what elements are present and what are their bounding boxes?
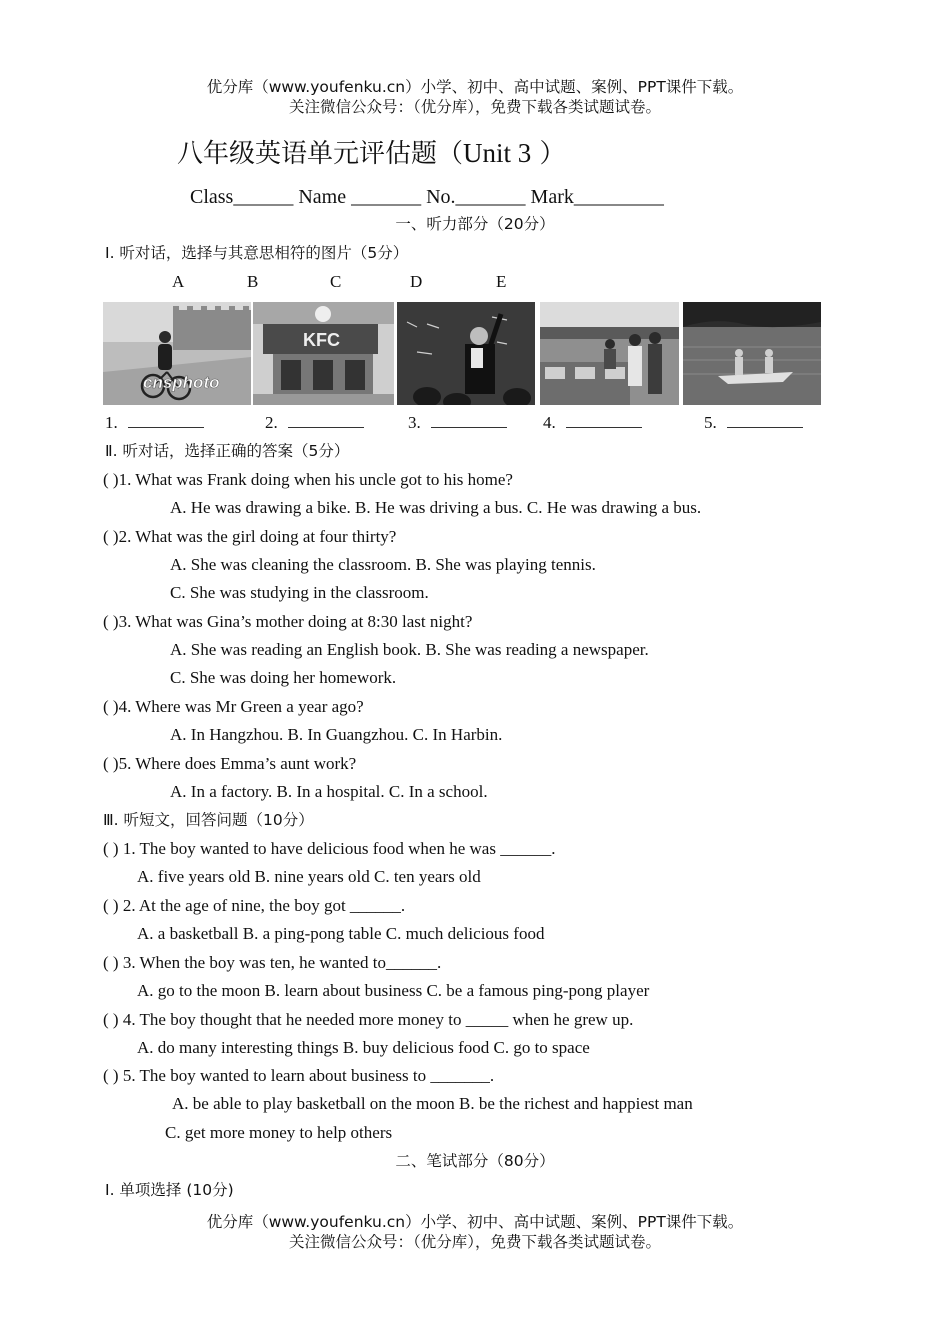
letter-c: C: [330, 272, 342, 291]
answer-blank-5[interactable]: 5.: [704, 413, 803, 433]
p3-options-5b: C. get more money to help others: [165, 1123, 393, 1142]
answer-blank-1[interactable]: 1.: [105, 413, 204, 433]
part3-heading: Ⅲ. 听短文，回答问题（10分）: [103, 811, 314, 829]
p3-options-1: A. five years old B. nine years old C. ten years old: [137, 867, 481, 886]
photo-shopping: [540, 302, 679, 405]
p3-question-2: ( ) 2. At the age of nine, the boy got ______.: [103, 896, 406, 915]
answer-blank-2[interactable]: 2.: [265, 413, 364, 433]
photo-kfc: [253, 302, 394, 405]
letter-b: B: [247, 272, 259, 291]
letter-a: A: [172, 272, 185, 291]
letter-d: D: [410, 272, 423, 291]
p2-options-2b: C. She was studying in the classroom.: [170, 583, 429, 602]
p2-question-5: ( )5. Where does Emma’s aunt work?: [103, 754, 357, 773]
letter-e: E: [496, 272, 507, 291]
section2-heading: 二、笔试部分（80分）: [395, 1152, 555, 1170]
photo-boating: [683, 302, 821, 405]
p3-question-5: ( ) 5. The boy wanted to learn about business to _______.: [103, 1066, 495, 1085]
p2-options-4: A. In Hangzhou. B. In Guangzhou. C. In Harbin.: [170, 725, 503, 744]
p3-options-2: A. a basketball B. a ping-pong table C. much delicious food: [137, 924, 545, 943]
title-cn: 八年级英语单元评估题（: [177, 139, 464, 169]
footer-line-1: 优分库（www.youfenku.cn）小学、初中、高中试题、案例、PPT课件下载。: [206, 1213, 744, 1231]
photo-watermark: cnsphoto: [143, 373, 220, 392]
answer-blank-3[interactable]: 3.: [408, 413, 507, 433]
p2-options-5: A. In a factory. B. In a hospital. C. In a school.: [170, 782, 488, 801]
footer-line-2: 关注微信公众号：（优分库），免费下载各类试题试卷。: [288, 1233, 661, 1251]
photo-teacher: [397, 302, 535, 405]
p2-options-3a: A. She was reading an English book. B. She was reading a newspaper.: [170, 640, 649, 659]
p2-options-2a: A. She was cleaning the classroom. B. She was playing tennis.: [170, 555, 596, 574]
header-line-1: 优分库（www.youfenku.cn）小学、初中、高中试题、案例、PPT课件下载。: [206, 78, 744, 96]
photo-cyclist: [103, 302, 251, 405]
title-close: ）: [531, 139, 566, 169]
p3-options-3: A. go to the moon B. learn about business C. be a famous ping-pong player: [137, 981, 650, 1000]
part1-heading: Ⅰ. 听对话，选择与其意思相符的图片（5分）: [105, 244, 409, 262]
p3-options-5a: A. be able to play basketball on the moon B. be the richest and happiest man: [172, 1094, 693, 1113]
section2-part1-heading: Ⅰ. 单项选择 (10分): [105, 1181, 234, 1199]
class-info-line: Class______ Name _______ No._______ Mark_________: [190, 186, 664, 208]
header-line-2: 关注微信公众号：（优分库），免费下载各类试题试卷。: [288, 98, 661, 116]
p2-options-1: A. He was drawing a bike. B. He was driving a bus. C. He was drawing a bus.: [170, 498, 702, 517]
p3-question-1: ( ) 1. The boy wanted to have delicious food when he was ______.: [103, 839, 556, 858]
part2-heading: Ⅱ. 听对话，选择正确的答案（5分）: [105, 442, 350, 460]
title-unit: Unit 3: [463, 138, 532, 168]
p2-question-3: ( )3. What was Gina’s mother doing at 8:30 last night?: [103, 612, 473, 631]
p2-question-2: ( )2. What was the girl doing at four thirty?: [103, 527, 397, 546]
page-title: [177, 137, 566, 170]
p3-question-3: ( ) 3. When the boy was ten, he wanted to______.: [103, 953, 442, 972]
p2-question-1: ( )1. What was Frank doing when his uncle got to his home?: [103, 470, 513, 489]
section1-heading: 一、听力部分（20分）: [395, 215, 555, 233]
p3-options-4: A. do many interesting things B. buy delicious food C. go to space: [137, 1038, 590, 1057]
kfc-sign: KFC: [303, 330, 340, 350]
answer-blank-4[interactable]: 4.: [543, 413, 642, 433]
p2-options-3b: C. She was doing her homework.: [170, 668, 397, 687]
p2-question-4: ( )4. Where was Mr Green a year ago?: [103, 697, 364, 716]
p3-question-4: ( ) 4. The boy thought that he needed more money to _____ when he grew up.: [103, 1010, 634, 1029]
